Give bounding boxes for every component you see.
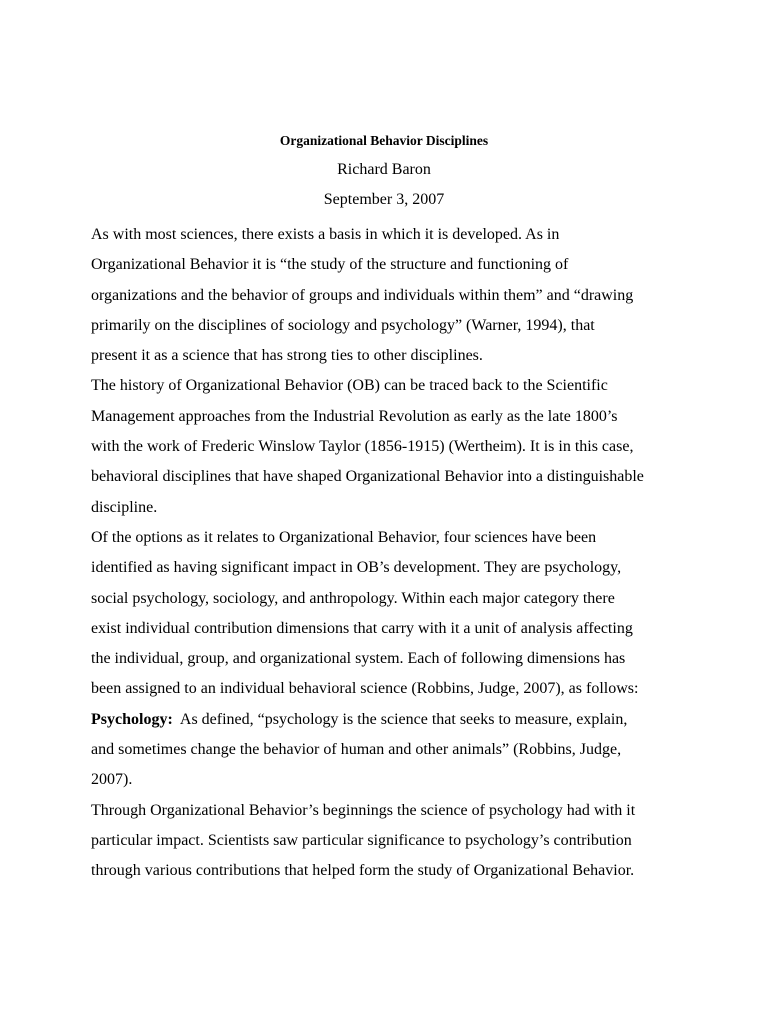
body-line xyxy=(91,553,691,583)
line-text: 2007). xyxy=(91,771,133,789)
body-line xyxy=(91,765,691,795)
line-text: As with most sciences, there exists a basis in which it is developed. As in xyxy=(91,226,560,243)
document-title: Organizational Behavior Disciplines xyxy=(279,133,489,148)
line-text: As defined, “psychology is the science that seeks to measure, explain, xyxy=(172,710,628,728)
body-line xyxy=(91,311,691,341)
body-line xyxy=(91,856,691,886)
line-text: with the work of Frederic Winslow Taylor (1856-1915) (Wertheim). It is in this case, xyxy=(91,438,634,456)
line-text: been assigned to an individual behavioral science (Robbins, Judge, 2007), as follows: xyxy=(91,680,639,698)
line-text: primarily on the disciplines of sociology and psychology” (Warner, 1994), that xyxy=(91,316,595,334)
body-line xyxy=(91,826,691,856)
body-line xyxy=(91,371,691,401)
psychology-heading: Psychology: xyxy=(91,710,173,728)
document-body xyxy=(91,220,691,887)
line-text: Management approaches from the Industrial Revolution as early as the late 1800’s xyxy=(91,407,618,425)
line-text: The history of Organizational Behavior (OB) can be traced back to the Scientific xyxy=(91,377,608,395)
line-text: through various contributions that helped form the study of Organizational Behavior. xyxy=(91,862,635,880)
line-text: Of the options as it relates to Organizational Behavior, four sciences have been xyxy=(91,528,597,546)
line-text: Through Organizational Behavior’s beginnings the science of psychology had with it xyxy=(91,801,636,819)
body-line xyxy=(91,493,691,523)
body-line xyxy=(91,796,691,826)
line-text: Organizational Behavior it is “the study of the structure and functioning of xyxy=(91,256,569,274)
line-text: discipline. xyxy=(91,498,158,516)
body-line xyxy=(91,220,691,250)
line-text: social psychology, sociology, and anthropology. Within each major category there xyxy=(91,589,615,607)
document-author: Richard Baron xyxy=(337,161,431,178)
line-text: particular impact. Scientists saw particular significance to psychology’s contribution xyxy=(91,831,632,849)
line-text: organizations and the behavior of groups and individuals within them” and “drawing xyxy=(91,286,634,304)
line-text: behavioral disciplines that have shaped Organizational Behavior into a distinguishable xyxy=(91,468,644,486)
line-text: identified as having significant impact in OB’s development. They are psychology, xyxy=(91,559,622,577)
body-line xyxy=(91,735,691,765)
body-line xyxy=(91,644,691,674)
body-line xyxy=(91,432,691,462)
line-text: exist individual contribution dimensions that carry with it a unit of analysis affecting xyxy=(91,619,633,637)
body-line xyxy=(91,250,691,280)
line-text: and sometimes change the behavior of human and other animals” (Robbins, Judge, xyxy=(91,741,622,759)
body-line xyxy=(91,523,691,553)
body-line xyxy=(91,281,691,311)
body-line xyxy=(91,341,691,371)
body-line xyxy=(91,584,691,614)
document-date: September 3, 2007 xyxy=(323,191,445,208)
body-line xyxy=(91,674,691,704)
body-line xyxy=(91,614,691,644)
line-text: the individual, group, and organizational system. Each of following dimensions has xyxy=(91,650,626,668)
body-line xyxy=(91,402,691,432)
body-line xyxy=(91,462,691,492)
body-line xyxy=(91,705,691,735)
line-text: present it as a science that has strong ties to other disciplines. xyxy=(91,347,483,365)
